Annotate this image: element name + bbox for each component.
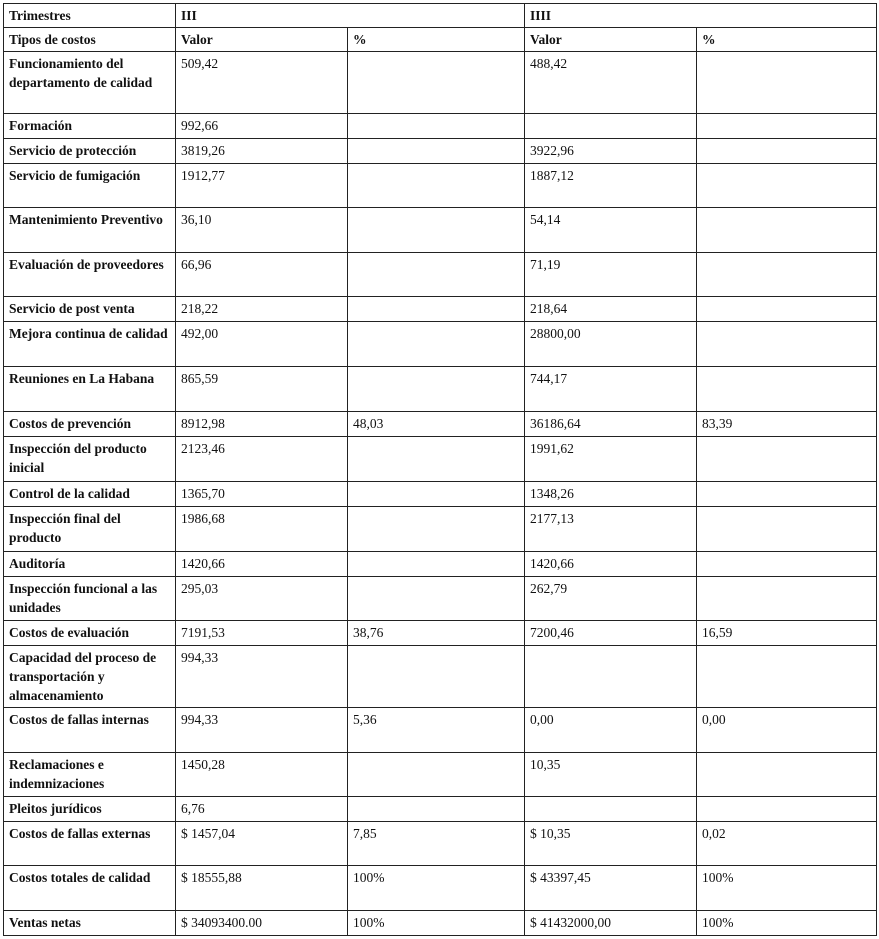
value-iii: $ 1457,04 bbox=[176, 822, 348, 866]
row-label: Inspección final del producto bbox=[4, 507, 176, 552]
percent-iii bbox=[348, 208, 525, 253]
row-label: Costos de prevención bbox=[4, 412, 176, 437]
percent-iiii bbox=[697, 322, 877, 367]
table-row bbox=[4, 507, 877, 552]
row-label: Inspección del producto inicial bbox=[4, 437, 176, 482]
value-iii: 1450,28 bbox=[176, 753, 348, 797]
percent-iiii: 16,59 bbox=[697, 621, 877, 646]
row-label: Costos de fallas externas bbox=[4, 822, 176, 866]
table-row bbox=[4, 253, 877, 297]
value-iiii: $ 10,35 bbox=[525, 822, 697, 866]
percent-iii bbox=[348, 797, 525, 822]
percent-iiii bbox=[697, 139, 877, 164]
value-iiii: 1420,66 bbox=[525, 552, 697, 577]
percent-iiii bbox=[697, 753, 877, 797]
percent-iii bbox=[348, 164, 525, 208]
percent-iiii bbox=[697, 367, 877, 412]
value-iiii: 54,14 bbox=[525, 208, 697, 253]
row-label: Mejora continua de calidad bbox=[4, 322, 176, 367]
percent-iiii: 0,00 bbox=[697, 708, 877, 753]
header-trimestres: Trimestres bbox=[4, 4, 176, 28]
value-iii: $ 34093400.00 bbox=[176, 911, 348, 936]
table-row bbox=[4, 753, 877, 797]
table-row bbox=[4, 297, 877, 322]
value-iiii: 0,00 bbox=[525, 708, 697, 753]
value-iiii: 262,79 bbox=[525, 577, 697, 621]
table-row bbox=[4, 552, 877, 577]
row-label: Ventas netas bbox=[4, 911, 176, 936]
percent-iiii bbox=[697, 507, 877, 552]
table-row bbox=[4, 322, 877, 367]
row-label: Auditoría bbox=[4, 552, 176, 577]
table-row bbox=[4, 621, 877, 646]
row-label: Formación bbox=[4, 114, 176, 139]
percent-iiii: 0,02 bbox=[697, 822, 877, 866]
row-label: Funcionamiento del departamento de calidad bbox=[4, 52, 176, 114]
header-tipos-de-costos: Tipos de costos bbox=[4, 28, 176, 52]
value-iiii bbox=[525, 646, 697, 708]
value-iiii: 71,19 bbox=[525, 253, 697, 297]
row-label: Servicio de post venta bbox=[4, 297, 176, 322]
row-label: Control de la calidad bbox=[4, 482, 176, 507]
table-row bbox=[4, 114, 877, 139]
value-iii: 992,66 bbox=[176, 114, 348, 139]
percent-iiii bbox=[697, 164, 877, 208]
value-iii: 7191,53 bbox=[176, 621, 348, 646]
percent-iiii bbox=[697, 297, 877, 322]
percent-iii bbox=[348, 482, 525, 507]
value-iiii: $ 43397,45 bbox=[525, 866, 697, 911]
percent-iiii: 100% bbox=[697, 911, 877, 936]
percent-iii bbox=[348, 322, 525, 367]
row-label: Reuniones en La Habana bbox=[4, 367, 176, 412]
percent-iii: 38,76 bbox=[348, 621, 525, 646]
percent-iiii bbox=[697, 52, 877, 114]
table-row bbox=[4, 52, 877, 114]
header-percent-iii: % bbox=[348, 28, 525, 52]
percent-iii bbox=[348, 367, 525, 412]
percent-iii: 5,36 bbox=[348, 708, 525, 753]
row-label: Reclamaciones e indemnizaciones bbox=[4, 753, 176, 797]
percent-iii bbox=[348, 253, 525, 297]
table-row bbox=[4, 577, 877, 621]
value-iiii: 1991,62 bbox=[525, 437, 697, 482]
percent-iii bbox=[348, 753, 525, 797]
table-row bbox=[4, 482, 877, 507]
header-quarter-iii: III bbox=[176, 4, 525, 28]
row-label: Servicio de fumigación bbox=[4, 164, 176, 208]
percent-iiii bbox=[697, 253, 877, 297]
row-label: Costos de evaluación bbox=[4, 621, 176, 646]
value-iiii: 10,35 bbox=[525, 753, 697, 797]
value-iii: 36,10 bbox=[176, 208, 348, 253]
value-iiii bbox=[525, 797, 697, 822]
percent-iiii bbox=[697, 114, 877, 139]
percent-iiii bbox=[697, 797, 877, 822]
percent-iiii bbox=[697, 552, 877, 577]
percent-iiii bbox=[697, 577, 877, 621]
value-iii: 1420,66 bbox=[176, 552, 348, 577]
value-iii: 1365,70 bbox=[176, 482, 348, 507]
value-iii: 865,59 bbox=[176, 367, 348, 412]
value-iiii: 744,17 bbox=[525, 367, 697, 412]
percent-iii: 7,85 bbox=[348, 822, 525, 866]
row-label: Inspección funcional a las unidades bbox=[4, 577, 176, 621]
value-iii: 492,00 bbox=[176, 322, 348, 367]
value-iii: 994,33 bbox=[176, 708, 348, 753]
quality-costs-table bbox=[3, 3, 877, 936]
percent-iii: 100% bbox=[348, 866, 525, 911]
value-iiii: 7200,46 bbox=[525, 621, 697, 646]
percent-iiii bbox=[697, 437, 877, 482]
table-row bbox=[4, 797, 877, 822]
header-valor-iiii: Valor bbox=[525, 28, 697, 52]
value-iiii: 3922,96 bbox=[525, 139, 697, 164]
table-row bbox=[4, 646, 877, 708]
percent-iii bbox=[348, 139, 525, 164]
percent-iii bbox=[348, 646, 525, 708]
value-iii: 8912,98 bbox=[176, 412, 348, 437]
value-iii: 3819,26 bbox=[176, 139, 348, 164]
value-iiii: 1348,26 bbox=[525, 482, 697, 507]
value-iiii: 218,64 bbox=[525, 297, 697, 322]
value-iii: 66,96 bbox=[176, 253, 348, 297]
value-iii: $ 18555,88 bbox=[176, 866, 348, 911]
row-label: Mantenimiento Preventivo bbox=[4, 208, 176, 253]
percent-iii bbox=[348, 52, 525, 114]
percent-iii bbox=[348, 297, 525, 322]
table-row bbox=[4, 367, 877, 412]
percent-iii: 48,03 bbox=[348, 412, 525, 437]
percent-iii: 100% bbox=[348, 911, 525, 936]
percent-iii bbox=[348, 577, 525, 621]
percent-iiii: 83,39 bbox=[697, 412, 877, 437]
header-quarter-iiii: IIII bbox=[525, 4, 877, 28]
row-label: Costos de fallas internas bbox=[4, 708, 176, 753]
value-iii: 218,22 bbox=[176, 297, 348, 322]
row-label: Capacidad del proceso de transportación y almacenamiento bbox=[4, 646, 176, 708]
table-row bbox=[4, 437, 877, 482]
table-row bbox=[4, 164, 877, 208]
value-iiii: 2177,13 bbox=[525, 507, 697, 552]
value-iii: 994,33 bbox=[176, 646, 348, 708]
value-iii: 1986,68 bbox=[176, 507, 348, 552]
header-percent-iiii: % bbox=[697, 28, 877, 52]
value-iiii: 1887,12 bbox=[525, 164, 697, 208]
header-row-columns bbox=[4, 28, 877, 52]
percent-iii bbox=[348, 437, 525, 482]
percent-iii bbox=[348, 507, 525, 552]
row-label: Pleitos jurídicos bbox=[4, 797, 176, 822]
table-body bbox=[4, 4, 877, 936]
percent-iii bbox=[348, 552, 525, 577]
row-label: Evaluación de proveedores bbox=[4, 253, 176, 297]
table-row bbox=[4, 139, 877, 164]
row-label: Servicio de protección bbox=[4, 139, 176, 164]
table-row bbox=[4, 708, 877, 753]
value-iii: 6,76 bbox=[176, 797, 348, 822]
value-iii: 295,03 bbox=[176, 577, 348, 621]
percent-iiii bbox=[697, 482, 877, 507]
table-row bbox=[4, 208, 877, 253]
header-valor-iii: Valor bbox=[176, 28, 348, 52]
value-iii: 509,42 bbox=[176, 52, 348, 114]
percent-iii bbox=[348, 114, 525, 139]
header-row-trimestres bbox=[4, 4, 877, 28]
table-row bbox=[4, 412, 877, 437]
value-iii: 1912,77 bbox=[176, 164, 348, 208]
value-iiii: 488,42 bbox=[525, 52, 697, 114]
value-iiii: 36186,64 bbox=[525, 412, 697, 437]
value-iiii: $ 41432000,00 bbox=[525, 911, 697, 936]
value-iiii bbox=[525, 114, 697, 139]
table-row bbox=[4, 822, 877, 866]
percent-iiii bbox=[697, 646, 877, 708]
table-row bbox=[4, 911, 877, 936]
value-iiii: 28800,00 bbox=[525, 322, 697, 367]
row-label: Costos totales de calidad bbox=[4, 866, 176, 911]
table-row bbox=[4, 866, 877, 911]
percent-iiii bbox=[697, 208, 877, 253]
percent-iiii: 100% bbox=[697, 866, 877, 911]
value-iii: 2123,46 bbox=[176, 437, 348, 482]
